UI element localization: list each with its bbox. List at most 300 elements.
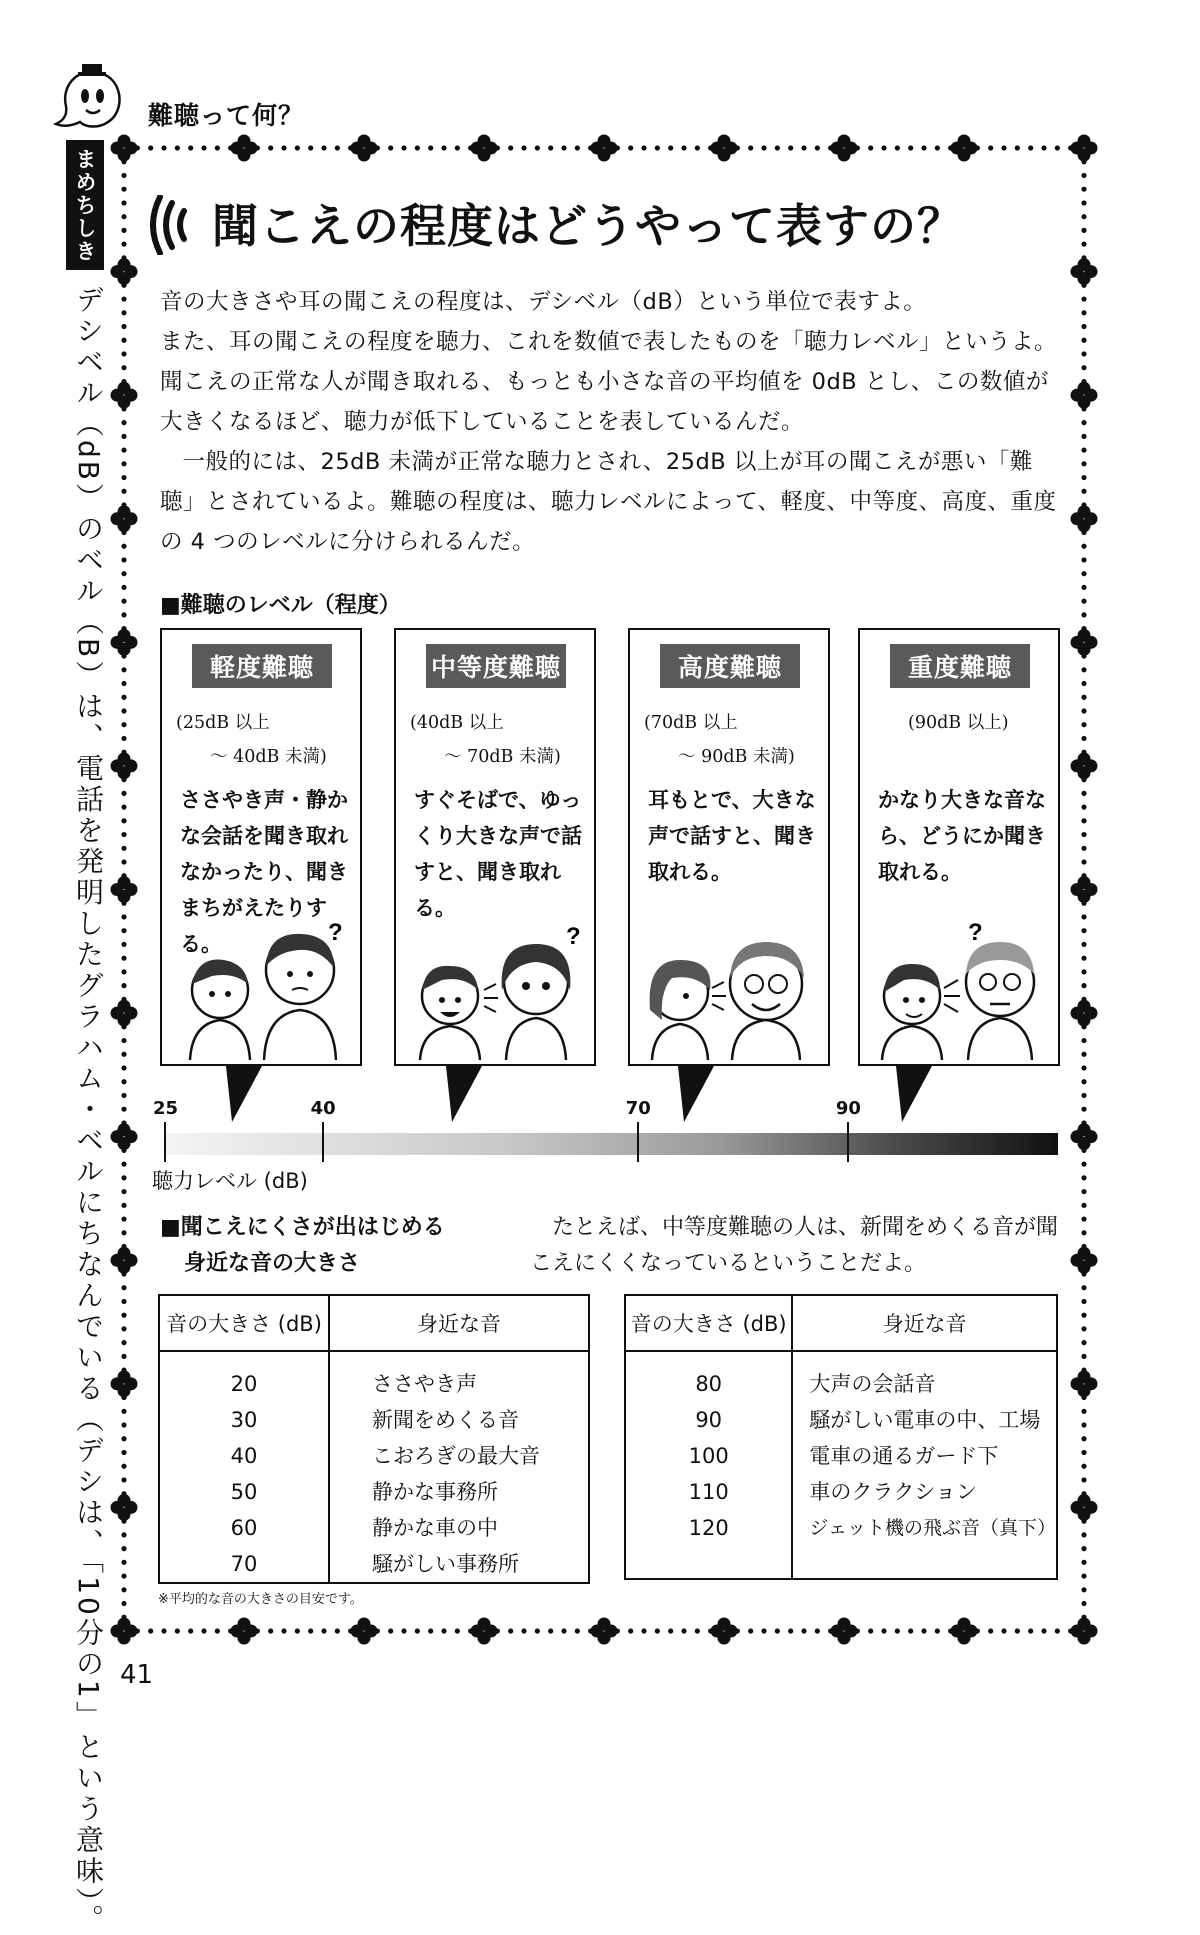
card-pointer xyxy=(224,1066,264,1124)
people-illustration xyxy=(866,920,1052,1060)
db-value: 90 xyxy=(695,1408,723,1432)
frame-dot xyxy=(121,791,126,796)
frame-dot xyxy=(215,1628,220,1633)
level-range xyxy=(644,706,820,774)
frame-dot xyxy=(121,447,126,452)
frame-dot xyxy=(121,695,126,700)
frame-dot xyxy=(121,173,126,178)
frame-dot xyxy=(1081,1436,1086,1441)
frame-dot xyxy=(455,145,460,150)
db-value: 30 xyxy=(230,1408,258,1432)
db-column xyxy=(159,1351,329,1583)
frame-dot xyxy=(935,145,940,150)
frame-ornament xyxy=(1071,1494,1098,1521)
frame-dot xyxy=(121,1573,126,1578)
sound-example: 静かな車の中 xyxy=(372,1516,498,1540)
frame-dot xyxy=(121,310,126,315)
frame-dot xyxy=(441,1628,446,1633)
sound-wave-icon xyxy=(150,195,206,259)
frame-dot xyxy=(548,145,553,150)
frame-dot xyxy=(175,1628,180,1633)
sound-example: 車のクラクション xyxy=(809,1480,977,1504)
frame-dot xyxy=(121,1065,126,1070)
frame-dot xyxy=(748,1628,753,1633)
frame-dot xyxy=(308,145,313,150)
level-range-from: (90dB 以上) xyxy=(908,713,1009,733)
level-card-mild xyxy=(160,628,362,1066)
frame-dot xyxy=(188,145,193,150)
level-range-from: (25dB 以上 xyxy=(176,713,270,733)
frame-dot xyxy=(1081,681,1086,686)
db-value: 40 xyxy=(230,1444,258,1468)
frame-dot xyxy=(121,214,126,219)
frame-ornament xyxy=(111,1000,138,1027)
frame-dot xyxy=(655,145,660,150)
frame-dot xyxy=(215,145,220,150)
frame-dot xyxy=(441,145,446,150)
frame-dot xyxy=(1081,447,1086,452)
frame-dot xyxy=(175,145,180,150)
frame-dot xyxy=(815,1628,820,1633)
sound-example: 騒がしい事務所 xyxy=(372,1552,519,1576)
frame-ornament xyxy=(1071,1123,1098,1150)
frame-dot xyxy=(281,145,286,150)
frame-dot xyxy=(415,145,420,150)
sound-example: 新聞をめくる音 xyxy=(372,1408,519,1432)
frame-dot xyxy=(1081,1532,1086,1537)
sound-example: 電車の通るガード下 xyxy=(809,1444,999,1468)
frame-dot xyxy=(775,1628,780,1633)
level-card-severe xyxy=(628,628,830,1066)
chapter-title: 難聴って何？ xyxy=(148,101,305,130)
frame-dot xyxy=(868,1628,873,1633)
frame-dot xyxy=(1081,1203,1086,1208)
frame-dot xyxy=(641,145,646,150)
card-pointer xyxy=(444,1066,484,1124)
sound-column xyxy=(792,1351,1057,1579)
header-sound: 身近な音 xyxy=(792,1295,1057,1351)
frame-dot xyxy=(121,1477,126,1482)
frame-dot xyxy=(121,832,126,837)
frame-dot xyxy=(1081,928,1086,933)
frame-dot xyxy=(1041,1628,1046,1633)
frame-dot xyxy=(121,489,126,494)
level-description: ささやき声・静かな会話を聞き取れなかったり、聞きまちがえたりする。 xyxy=(180,788,348,956)
frame-dot xyxy=(1081,1052,1086,1057)
frame-dot xyxy=(1081,1313,1086,1318)
frame-dot xyxy=(561,1628,566,1633)
frame-ornament xyxy=(111,629,138,656)
frame-dot xyxy=(935,1628,940,1633)
frame-dot xyxy=(921,1628,926,1633)
frame-dot xyxy=(1081,475,1086,480)
frame-dot xyxy=(148,145,153,150)
frame-dot xyxy=(761,1628,766,1633)
frame-ornament xyxy=(1071,1370,1098,1397)
frame-dot xyxy=(121,1189,126,1194)
frame-dot xyxy=(908,1628,913,1633)
frame-dot xyxy=(121,1450,126,1455)
level-range-to: ～ 70dB 未満) xyxy=(444,747,561,767)
frame-dot xyxy=(121,200,126,205)
frame-dot xyxy=(121,461,126,466)
body-paragraph: 音の大きさや耳の聞こえの程度は、デシベル（dB）という単位で表すよ。 xyxy=(160,289,927,315)
frame-dot xyxy=(121,1560,126,1565)
noise-heading-line2: 身近な音の大きさ xyxy=(184,1251,361,1276)
frame-dot xyxy=(521,145,526,150)
frame-ornament xyxy=(351,135,378,162)
frame-dot xyxy=(1081,1546,1086,1551)
frame-dot xyxy=(415,1628,420,1633)
frame-ornament xyxy=(591,1618,618,1645)
header-sound: 身近な音 xyxy=(329,1295,589,1351)
frame-dot xyxy=(695,145,700,150)
side-tab: まめちしき xyxy=(66,140,104,270)
level-card-profound xyxy=(858,628,1060,1066)
frame-dot xyxy=(121,434,126,439)
frame-dot xyxy=(641,1628,646,1633)
level-name: 軽度難聴 xyxy=(192,644,332,688)
frame-dot xyxy=(121,324,126,329)
level-name: 中等度難聴 xyxy=(426,644,566,688)
people-illustration xyxy=(168,920,354,1060)
frame-dot xyxy=(788,1628,793,1633)
frame-dot xyxy=(121,1546,126,1551)
body-paragraph: 一般的には、25dB 未満が正常な聴力とされ、25dB 以上が耳の聞こえが悪い「難聴」とされているよ。難聴の程度は、聴力レベルによって、軽度、中等度、高度、重度の 4 つのレベルに分けられるんだ。 xyxy=(160,449,1057,555)
frame-dot xyxy=(1081,1326,1086,1331)
frame-dot xyxy=(1001,1628,1006,1633)
frame-dot xyxy=(121,1052,126,1057)
scale-tick-label: 40 xyxy=(310,1098,336,1119)
frame-ornament xyxy=(231,135,258,162)
db-value: 50 xyxy=(230,1480,258,1504)
frame-dot xyxy=(1055,145,1060,150)
frame-dot xyxy=(201,1628,206,1633)
frame-dot xyxy=(1081,200,1086,205)
frame-dot xyxy=(1081,420,1086,425)
frame-dot xyxy=(121,805,126,810)
frame-dot xyxy=(121,1409,126,1414)
frame-dot xyxy=(1015,145,1020,150)
frame-dot xyxy=(1081,1107,1086,1112)
frame-dot xyxy=(1081,1175,1086,1180)
frame-ornament xyxy=(111,1494,138,1521)
frame-dot xyxy=(1081,695,1086,700)
frame-dot xyxy=(1028,1628,1033,1633)
frame-dot xyxy=(561,145,566,150)
db-value: 120 xyxy=(688,1516,729,1540)
frame-dot xyxy=(1081,1464,1086,1469)
frame-dot xyxy=(121,722,126,727)
frame-dot xyxy=(1081,1573,1086,1578)
svg-text:?: ? xyxy=(968,920,983,946)
frame-dot xyxy=(121,365,126,370)
frame-ornament xyxy=(591,135,618,162)
card-pointer xyxy=(894,1066,934,1124)
scale-tick-label: 90 xyxy=(835,1098,861,1119)
frame-dot xyxy=(1081,1450,1086,1455)
frame-dot xyxy=(1081,983,1086,988)
db-value: 110 xyxy=(688,1480,729,1504)
frame-dot xyxy=(988,1628,993,1633)
scale-tick xyxy=(847,1122,849,1162)
frame-dot xyxy=(121,969,126,974)
frame-dot xyxy=(1081,956,1086,961)
frame-dot xyxy=(748,145,753,150)
frame-dot xyxy=(1081,1587,1086,1592)
level-card-moderate xyxy=(394,628,596,1066)
frame-dot xyxy=(121,351,126,356)
frame-dot xyxy=(1081,914,1086,919)
frame-dot xyxy=(295,145,300,150)
frame-dot xyxy=(1081,434,1086,439)
frame-ornament xyxy=(711,135,738,162)
people-illustration xyxy=(402,920,588,1060)
frame-dot xyxy=(121,612,126,617)
frame-dot xyxy=(1081,1189,1086,1194)
frame-dot xyxy=(628,145,633,150)
level-description: 耳もとで、大きな声で話すと、聞き取れる。 xyxy=(648,788,816,884)
header-db: 音の大きさ (dB) xyxy=(625,1295,792,1351)
frame-dot xyxy=(655,1628,660,1633)
levels-heading: ■難聴のレベル（程度） xyxy=(160,593,401,618)
frame-dot xyxy=(1081,1285,1086,1290)
frame-dot xyxy=(121,1313,126,1318)
frame-dot xyxy=(161,145,166,150)
frame-dot xyxy=(1081,242,1086,247)
frame-dot xyxy=(801,1628,806,1633)
scale-tick xyxy=(164,1122,166,1162)
sound-example: 大声の会話音 xyxy=(809,1372,936,1396)
frame-dot xyxy=(1081,571,1086,576)
frame-dot xyxy=(548,1628,553,1633)
frame-dot xyxy=(121,1230,126,1235)
frame-ornament xyxy=(111,752,138,779)
sound-table-left xyxy=(158,1294,590,1584)
header-db: 音の大きさ (dB) xyxy=(159,1295,329,1351)
frame-dot xyxy=(321,145,326,150)
frame-dot xyxy=(121,585,126,590)
frame-dot xyxy=(521,1628,526,1633)
frame-dot xyxy=(801,145,806,150)
level-range-from: (40dB 以上 xyxy=(410,713,504,733)
frame-ornament xyxy=(831,135,858,162)
frame-ornament xyxy=(1071,1000,1098,1027)
frame-ornament xyxy=(1071,135,1098,162)
frame-dot xyxy=(121,983,126,988)
frame-dot xyxy=(121,571,126,576)
frame-dot xyxy=(1081,1601,1086,1606)
frame-dot xyxy=(761,145,766,150)
frame-dot xyxy=(121,557,126,562)
frame-dot xyxy=(161,1628,166,1633)
frame-dot xyxy=(1081,1216,1086,1221)
frame-dot xyxy=(1081,1230,1086,1235)
frame-dot xyxy=(788,145,793,150)
frame-ornament xyxy=(711,1618,738,1645)
frame-dot xyxy=(121,956,126,961)
frame-dot xyxy=(1081,324,1086,329)
frame-dot xyxy=(121,242,126,247)
frame-dot xyxy=(308,1628,313,1633)
frame-dot xyxy=(1081,1409,1086,1414)
frame-ornament xyxy=(351,1618,378,1645)
frame-dot xyxy=(1081,969,1086,974)
frame-dot xyxy=(908,145,913,150)
page-number: 41 xyxy=(120,1660,154,1690)
frame-dot xyxy=(1081,599,1086,604)
frame-ornament xyxy=(111,1618,138,1645)
frame-dot xyxy=(121,846,126,851)
level-range-from: (70dB 以上 xyxy=(644,713,738,733)
frame-dot xyxy=(455,1628,460,1633)
frame-dot xyxy=(508,145,513,150)
frame-dot xyxy=(668,1628,673,1633)
frame-dot xyxy=(668,145,673,150)
frame-ornament xyxy=(951,135,978,162)
frame-dot xyxy=(1041,145,1046,150)
level-name: 高度難聴 xyxy=(660,644,800,688)
example-text: たとえば、中等度難聴の人は、新聞をめくる音が聞こえにくくなっているということだよ。 xyxy=(530,1215,1059,1276)
frame-dot xyxy=(121,1422,126,1427)
frame-dot xyxy=(1001,145,1006,150)
frame-dot xyxy=(121,1340,126,1345)
sound-table-right xyxy=(624,1294,1058,1580)
frame-dot xyxy=(1015,1628,1020,1633)
hearing-level-bar xyxy=(165,1133,1058,1155)
frame-dot xyxy=(1081,544,1086,549)
frame-dot xyxy=(121,228,126,233)
svg-text:?: ? xyxy=(328,920,343,946)
frame-ornament xyxy=(1071,258,1098,285)
frame-dot xyxy=(121,296,126,301)
frame-dot xyxy=(1081,708,1086,713)
frame-dot xyxy=(428,1628,433,1633)
frame-dot xyxy=(121,1175,126,1180)
frame-dot xyxy=(268,1628,273,1633)
frame-dot xyxy=(121,1107,126,1112)
frame-dot xyxy=(121,667,126,672)
frame-dot xyxy=(1081,667,1086,672)
frame-dot xyxy=(121,708,126,713)
frame-ornament xyxy=(111,876,138,903)
frame-ornament xyxy=(231,1618,258,1645)
frame-dot xyxy=(388,1628,393,1633)
frame-dot xyxy=(121,475,126,480)
frame-dot xyxy=(121,544,126,549)
frame-dot xyxy=(1081,612,1086,617)
frame-dot xyxy=(1081,1477,1086,1482)
svg-text:?: ? xyxy=(566,923,581,950)
frame-dot xyxy=(1081,214,1086,219)
frame-dot xyxy=(1081,351,1086,356)
body-text xyxy=(160,282,1060,562)
frame-dot xyxy=(295,1628,300,1633)
frame-dot xyxy=(121,818,126,823)
frame-dot xyxy=(121,928,126,933)
frame-ornament xyxy=(111,382,138,409)
sound-example: 騒がしい電車の中、工場 xyxy=(809,1408,1041,1432)
main-title: 聞こえの程度はどうやって表すの？ xyxy=(212,199,964,253)
frame-ornament xyxy=(1071,1247,1098,1274)
side-note: デシベル（dB）のベル（B）は、電話を発明したグラハム・ベルにちなんでいる（デシは、「10分の1」という意味）。 xyxy=(72,285,105,1935)
frame-dot xyxy=(535,145,540,150)
frame-dot xyxy=(1081,1299,1086,1304)
db-value: 60 xyxy=(230,1516,258,1540)
frame-dot xyxy=(1081,461,1086,466)
frame-dot xyxy=(681,145,686,150)
frame-dot xyxy=(1081,818,1086,823)
frame-dot xyxy=(988,145,993,150)
body-paragraph: また、耳の聞こえの程度を聴力、これを数値で表したものを「聴力レベル」というよ。聞こえの正常な人が聞き取れる、もっとも小さな音の平均値を 0dB とし、この数値が大きくなるほど、聴力が低下していることを表しているんだ。 xyxy=(160,329,1058,435)
frame-dot xyxy=(335,1628,340,1633)
db-column xyxy=(625,1351,792,1579)
frame-dot xyxy=(148,1628,153,1633)
db-value: 70 xyxy=(230,1552,258,1576)
frame-dot xyxy=(1081,557,1086,562)
scale-tick-label: 25 xyxy=(153,1098,179,1119)
frame-dot xyxy=(121,1299,126,1304)
frame-dot xyxy=(121,1216,126,1221)
frame-dot xyxy=(1081,942,1086,947)
frame-ornament xyxy=(111,1247,138,1274)
frame-ornament xyxy=(951,1618,978,1645)
level-range xyxy=(410,706,586,774)
level-name: 重度難聴 xyxy=(890,644,1030,688)
sound-example: ジェット機の飛ぶ音（真下） xyxy=(809,1517,1056,1539)
mascot-illustration xyxy=(52,62,132,138)
frame-dot xyxy=(1081,1354,1086,1359)
footnote: ※平均的な音の大きさの目安です。 xyxy=(158,1592,363,1607)
frame-dot xyxy=(1081,296,1086,301)
scale-label: 聴力レベル (dB) xyxy=(152,1169,308,1193)
frame-dot xyxy=(575,145,580,150)
level-description: すぐそばで、ゆっくり大きな声で話すと、聞き取れる。 xyxy=(414,788,582,920)
sound-example: 静かな事務所 xyxy=(372,1480,498,1504)
frame-dot xyxy=(1028,145,1033,150)
level-description: かなり大きな音なら、どうにか聞き取れる。 xyxy=(878,788,1046,884)
sound-example: ささやき声 xyxy=(372,1372,477,1396)
frame-dot xyxy=(321,1628,326,1633)
frame-dot xyxy=(1081,1065,1086,1070)
db-value: 20 xyxy=(230,1372,258,1396)
frame-dot xyxy=(121,1601,126,1606)
db-value: 100 xyxy=(688,1444,729,1468)
scale-tick-label: 70 xyxy=(625,1098,651,1119)
frame-dot xyxy=(1081,832,1086,837)
frame-dot xyxy=(428,145,433,150)
frame-dot xyxy=(775,145,780,150)
frame-dot xyxy=(1081,489,1086,494)
frame-dot xyxy=(281,1628,286,1633)
frame-ornament xyxy=(1071,1618,1098,1645)
frame-dot xyxy=(1081,585,1086,590)
frame-dot xyxy=(121,681,126,686)
frame-dot xyxy=(1081,338,1086,343)
frame-dot xyxy=(401,1628,406,1633)
frame-dot xyxy=(1081,722,1086,727)
frame-dot xyxy=(121,1162,126,1167)
scale-tick xyxy=(637,1122,639,1162)
frame-ornament xyxy=(1071,629,1098,656)
frame-dot xyxy=(681,1628,686,1633)
frame-dot xyxy=(121,1354,126,1359)
frame-dot xyxy=(121,1079,126,1084)
level-range-to: ～ 40dB 未満) xyxy=(210,747,327,767)
frame-dot xyxy=(921,145,926,150)
frame-dot xyxy=(1081,1079,1086,1084)
frame-dot xyxy=(121,1532,126,1537)
